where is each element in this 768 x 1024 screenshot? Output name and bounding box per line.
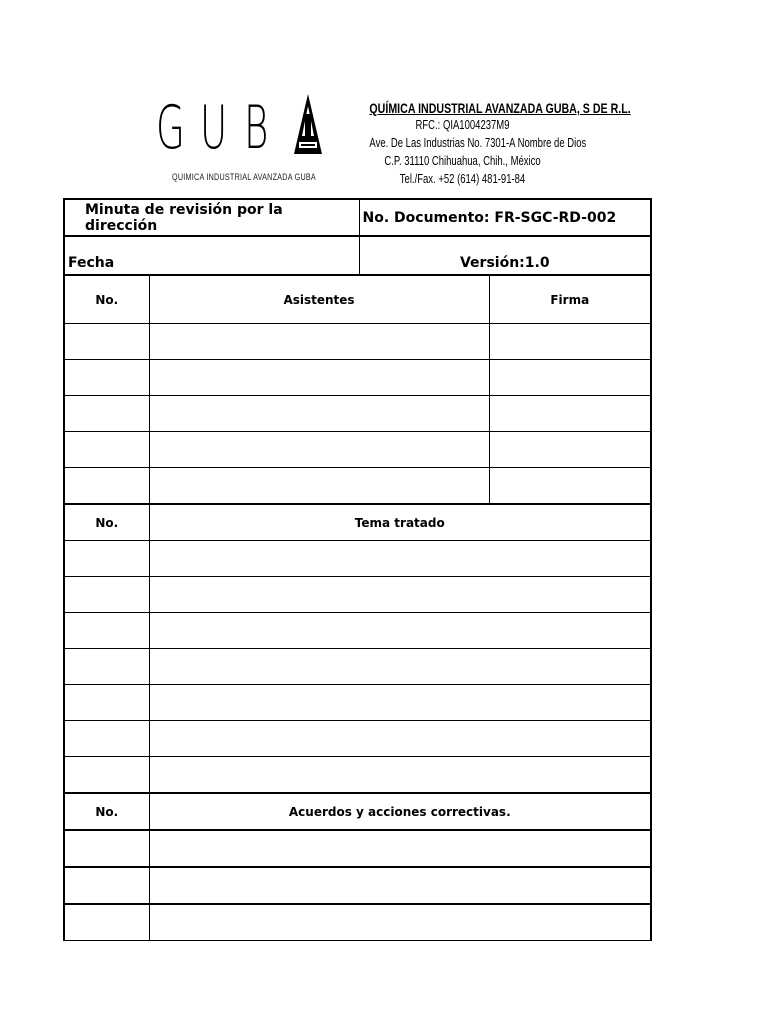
version-label: Versión:1.0 bbox=[359, 236, 651, 275]
topic-row bbox=[64, 613, 651, 649]
attendee-sign-cell[interactable] bbox=[489, 360, 651, 396]
attendee-sign-cell[interactable] bbox=[489, 468, 651, 505]
topics-header-row bbox=[64, 504, 651, 541]
company-phone: Tel./Fax. +52 (614) 481-91-84 bbox=[399, 172, 526, 186]
attendee-row bbox=[64, 396, 651, 432]
attendee-row bbox=[64, 324, 651, 360]
topic-text-cell[interactable] bbox=[149, 649, 651, 685]
attendee-name-cell[interactable] bbox=[149, 432, 489, 468]
agreement-text-cell[interactable] bbox=[149, 867, 651, 904]
attendee-sign-cell[interactable] bbox=[489, 396, 651, 432]
agreement-no-cell[interactable] bbox=[64, 867, 149, 904]
attendee-row bbox=[64, 432, 651, 468]
logo-letter: U bbox=[200, 93, 228, 163]
topic-no-cell[interactable] bbox=[64, 757, 149, 794]
topic-row bbox=[64, 757, 651, 794]
company-logo bbox=[150, 92, 330, 192]
logo-letter: B bbox=[244, 93, 269, 163]
company-address: Ave. De Las Industrias No. 7301-A Nombre de Dios bbox=[369, 136, 587, 150]
logo-wordmark bbox=[156, 93, 288, 163]
topic-text-cell[interactable] bbox=[149, 577, 651, 613]
topic-no-cell[interactable] bbox=[64, 577, 149, 613]
topic-text-cell[interactable] bbox=[149, 721, 651, 757]
topic-text-cell[interactable] bbox=[149, 613, 651, 649]
fecha-label: Fecha bbox=[68, 255, 115, 271]
flask-a-logo-icon bbox=[288, 92, 328, 158]
minutes-form bbox=[63, 198, 650, 941]
attendee-name-cell[interactable] bbox=[149, 468, 489, 505]
agreement-text-cell[interactable] bbox=[149, 904, 651, 941]
topics-col-topic: Tema tratado bbox=[149, 504, 651, 541]
topic-row bbox=[64, 541, 651, 577]
attendee-no-cell[interactable] bbox=[64, 324, 149, 360]
agreements-header-row bbox=[64, 793, 651, 830]
agreement-row bbox=[64, 830, 651, 867]
topic-text-cell[interactable] bbox=[149, 757, 651, 794]
form-title: Minuta de revisión por la dirección bbox=[64, 199, 359, 236]
agreements-col-no: No. bbox=[64, 793, 149, 830]
attendee-no-cell[interactable] bbox=[64, 468, 149, 505]
agreement-text-cell[interactable] bbox=[149, 830, 651, 867]
logo-subtitle: QUIMICA INDUSTRIAL AVANZADA GUBA bbox=[172, 172, 316, 182]
agreement-no-cell[interactable] bbox=[64, 904, 149, 941]
topic-row bbox=[64, 685, 651, 721]
agreement-row bbox=[64, 904, 651, 941]
company-rfc: RFC.: QIA1004237M9 bbox=[415, 118, 510, 132]
agreement-no-cell[interactable] bbox=[64, 830, 149, 867]
topic-row bbox=[64, 649, 651, 685]
attendee-row bbox=[64, 360, 651, 396]
attendees-col-sign: Firma bbox=[489, 275, 651, 324]
topic-text-cell[interactable] bbox=[149, 685, 651, 721]
attendee-name-cell[interactable] bbox=[149, 360, 489, 396]
topic-no-cell[interactable] bbox=[64, 685, 149, 721]
attendees-col-name: Asistentes bbox=[149, 275, 489, 324]
company-info bbox=[340, 100, 631, 188]
attendee-sign-cell[interactable] bbox=[489, 432, 651, 468]
form-header-row bbox=[64, 199, 651, 236]
topic-text-cell[interactable] bbox=[149, 541, 651, 577]
agreements-col-text: Acuerdos y acciones correctivas. bbox=[149, 793, 651, 830]
agreement-row bbox=[64, 867, 651, 904]
document-number: No. Documento: FR-SGC-RD-002 bbox=[359, 199, 651, 236]
logo-letter: G bbox=[156, 93, 185, 163]
attendee-no-cell[interactable] bbox=[64, 432, 149, 468]
attendees-header-row bbox=[64, 275, 651, 324]
topic-no-cell[interactable] bbox=[64, 613, 149, 649]
attendee-name-cell[interactable] bbox=[149, 396, 489, 432]
topics-col-no: No. bbox=[64, 504, 149, 541]
attendee-no-cell[interactable] bbox=[64, 360, 149, 396]
form-table bbox=[63, 198, 652, 941]
topic-row bbox=[64, 577, 651, 613]
fecha-field[interactable] bbox=[64, 236, 359, 275]
topic-no-cell[interactable] bbox=[64, 541, 149, 577]
company-city: C.P. 31110 Chihuahua, Chih., México bbox=[384, 154, 541, 168]
company-name: QUÍMICA INDUSTRIAL AVANZADA GUBA, S DE R.L. bbox=[369, 100, 631, 116]
attendee-name-cell[interactable] bbox=[149, 324, 489, 360]
attendee-sign-cell[interactable] bbox=[489, 324, 651, 360]
topic-no-cell[interactable] bbox=[64, 649, 149, 685]
attendee-row bbox=[64, 468, 651, 505]
topic-no-cell[interactable] bbox=[64, 721, 149, 757]
attendees-col-no: No. bbox=[64, 275, 149, 324]
topic-row bbox=[64, 721, 651, 757]
form-meta-row bbox=[64, 236, 651, 275]
attendee-no-cell[interactable] bbox=[64, 396, 149, 432]
